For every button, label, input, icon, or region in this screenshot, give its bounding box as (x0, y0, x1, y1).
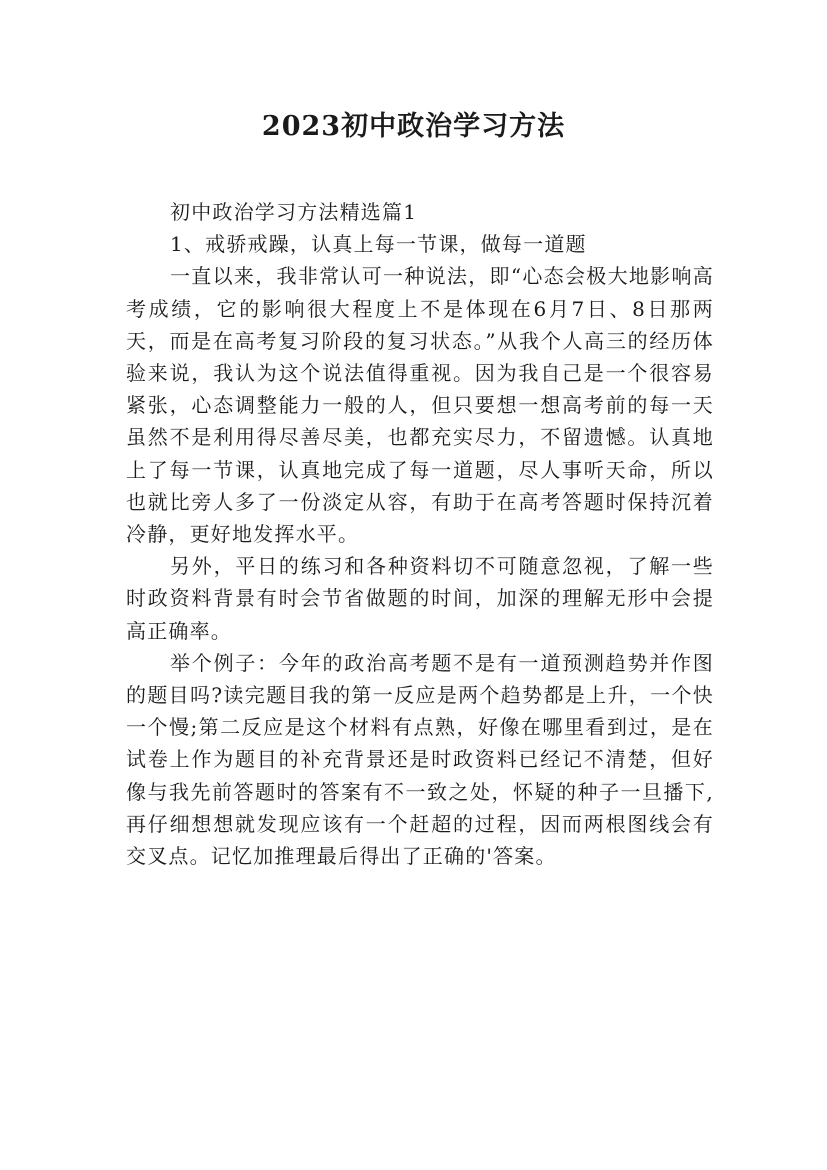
body-paragraph: 一直以来，我非常认可一种说法，即“心态会极大地影响高考成绩，它的影响很大程度上不是体现在6月7日、8日那两天，而是在高考复习阶段的复习状态。”从我个人高三的经历体验来说，我认为这个说法值得重视。因为我自己是一个很容易紧张，心态调整能力一般的人，但只要想一想高考前的每一天虽然不是利用得尽善尽美，也都充实尽力，不留遗憾。认真地上了每一节课，认真地完成了每一道题，尽人事听天命，所以也就比旁人多了一份淡定从容，有助于在高考答题时保持沉着冷静，更好地发挥水平。 (126, 264, 714, 547)
document-body (126, 196, 714, 872)
sub-heading: 1、戒骄戒躁，认真上每一节课，做每一道题 (170, 232, 587, 257)
body-paragraph: 举个例子：今年的政治高考题不是有一道预测趋势并作图的题目吗?读完题目我的第一反应是两个趋势都是上升，一个快一个慢;第二反应是这个材料有点熟，好像在哪里看到过，是在试卷上作为题目的补充背景还是时政资料已经记不清楚，但好像与我先前答题时的答案有不一致之处，怀疑的种子一旦播下,再仔细想想就发现应该有一个赶超的过程，因而两根图线会有交叉点。记忆加推理最后得出了正确的'答案。 (126, 650, 714, 869)
body-paragraph: 另外，平日的练习和各种资料切不可随意忽视，了解一些时政资料背景有时会节省做题的时间，加深的理解无形中会提高正确率。 (126, 554, 714, 643)
section-heading: 初中政治学习方法精选篇1 (170, 200, 418, 224)
document-title: 2023初中政治学习方法 (261, 111, 566, 142)
